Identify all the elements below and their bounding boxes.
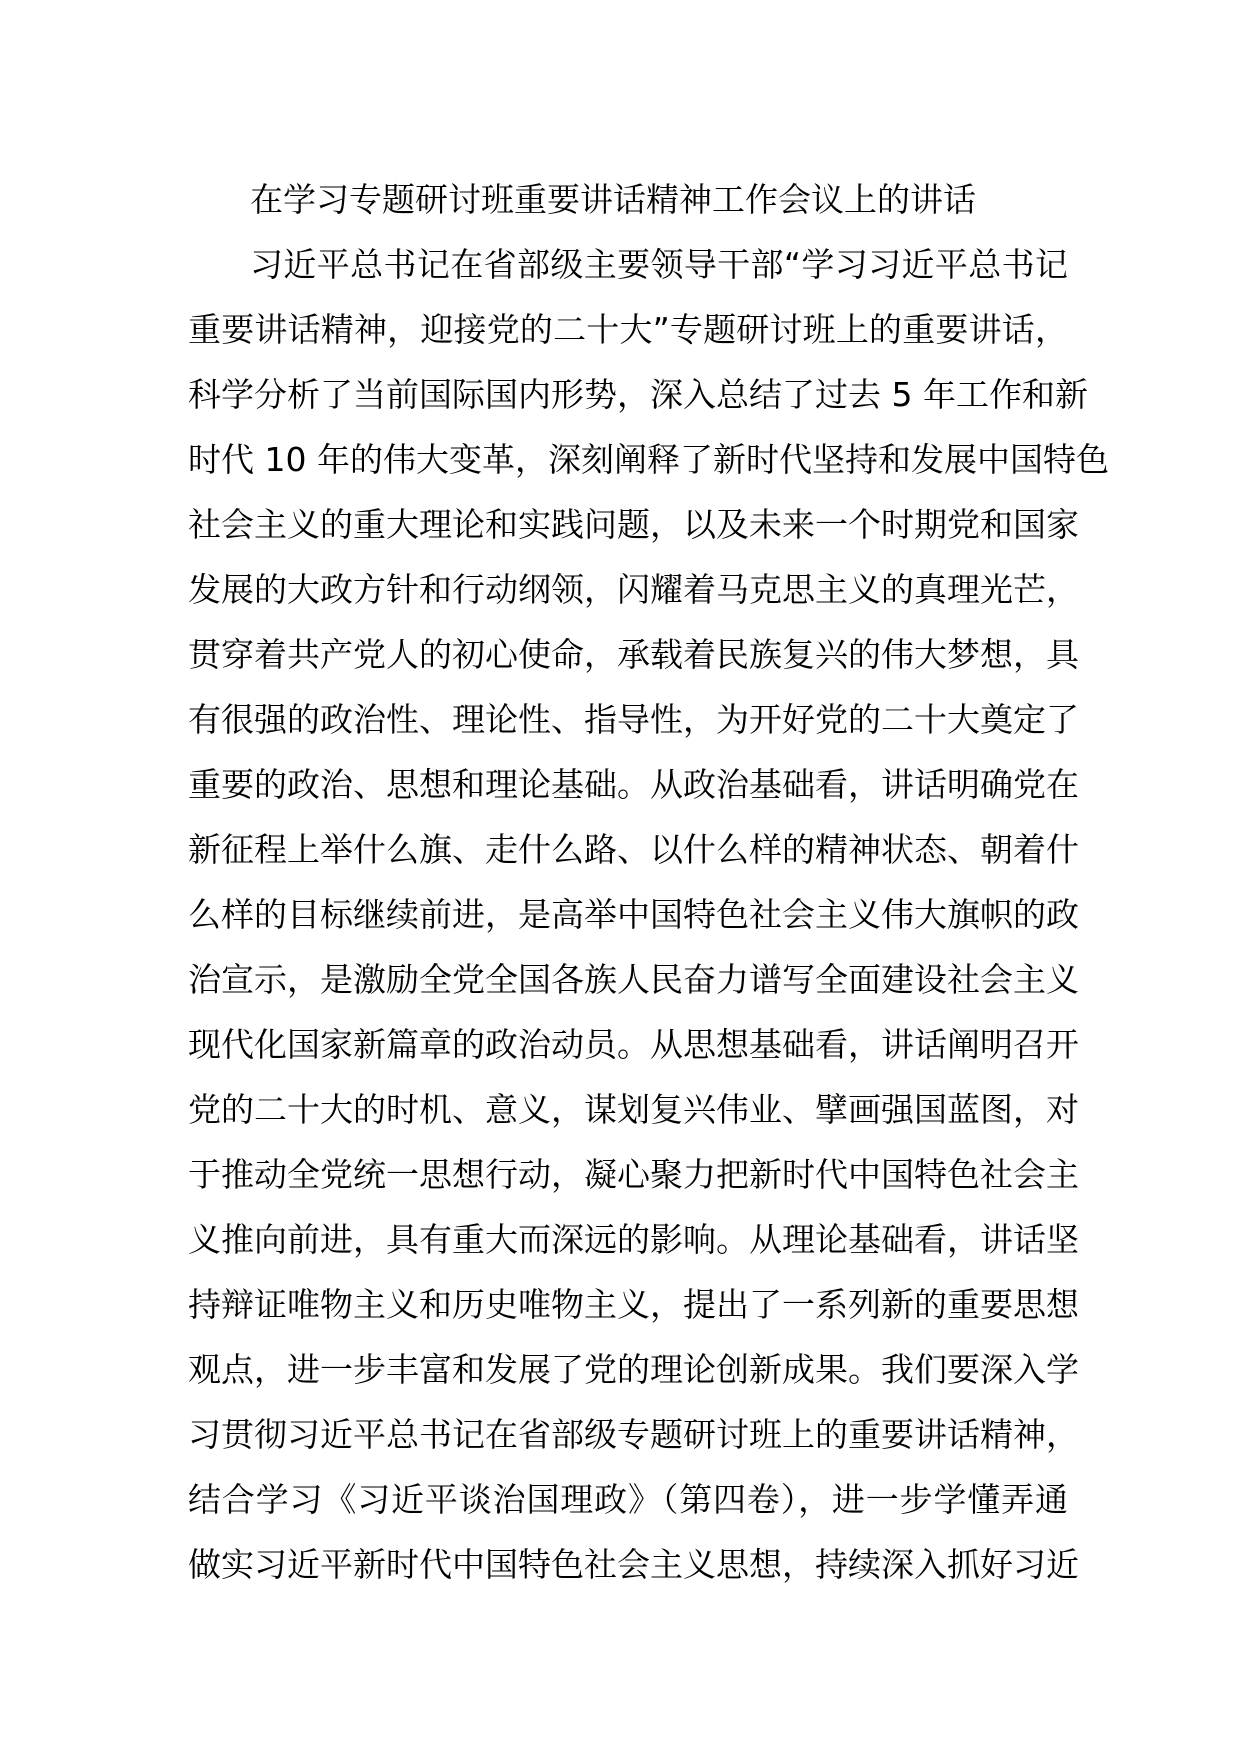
body-text-line: 党的二十大的时机、意义，谋划复兴伟业、擘画强国蓝图，对: [188, 1090, 1079, 1129]
document-title: 在学习专题研讨班重要讲话精神工作会议上的讲话: [250, 180, 976, 219]
document-body: [188, 232, 1109, 1597]
body-text-line: 于推动全党统一思想行动，凝心聚力把新时代中国特色社会主: [188, 1155, 1079, 1194]
body-text-line: 么样的目标继续前进，是高举中国特色社会主义伟大旗帜的政: [188, 895, 1079, 934]
body-text-line: 重要讲话精神，迎接党的二十大”专题研讨班上的重要讲话，: [188, 310, 1068, 349]
body-text-line: 社会主义的重大理论和实践问题，以及未来一个时期党和国家: [188, 505, 1079, 544]
body-text-line: 有很强的政治性、理论性、指导性，为开好党的二十大奠定了: [188, 700, 1079, 739]
body-text-line: 做实习近平新时代中国特色社会主义思想，持续深入抓好习近: [188, 1545, 1079, 1584]
body-text-line: 贯穿着共产党人的初心使命，承载着民族复兴的伟大梦想，具: [188, 635, 1079, 674]
body-text-line: 习近平总书记在省部级主要领导干部“学习习近平总书记: [250, 245, 1068, 284]
body-text-line: 发展的大政方针和行动纲领，闪耀着马克思主义的真理光芒，: [188, 570, 1079, 609]
body-text-line: 持辩证唯物主义和历史唯物主义，提出了一系列新的重要思想: [188, 1285, 1079, 1324]
body-text-line: 义推向前进，具有重大而深远的影响。从理论基础看，讲话坚: [188, 1220, 1079, 1259]
body-text-line: 观点，进一步丰富和发展了党的理论创新成果。我们要深入学: [188, 1350, 1079, 1389]
body-text-line: 时代 10 年的伟大变革，深刻阐释了新时代坚持和发展中国特色: [188, 440, 1109, 479]
body-text-line: 科学分析了当前国际国内形势，深入总结了过去 5 年工作和新: [188, 375, 1088, 414]
body-text-line: 治宣示，是激励全党全国各族人民奋力谱写全面建设社会主义: [188, 960, 1079, 999]
body-text-line: 新征程上举什么旗、走什么路、以什么样的精神状态、朝着什: [188, 830, 1079, 869]
body-text-line: 重要的政治、思想和理论基础。从政治基础看，讲话明确党在: [188, 765, 1079, 804]
body-text-line: 习贯彻习近平总书记在省部级专题研讨班上的重要讲话精神，: [188, 1415, 1079, 1454]
body-text-line: 结合学习《习近平谈治国理政》（第四卷），进一步学懂弄通: [188, 1480, 1068, 1519]
body-text-line: 现代化国家新篇章的政治动员。从思想基础看，讲话阐明召开: [188, 1025, 1079, 1064]
